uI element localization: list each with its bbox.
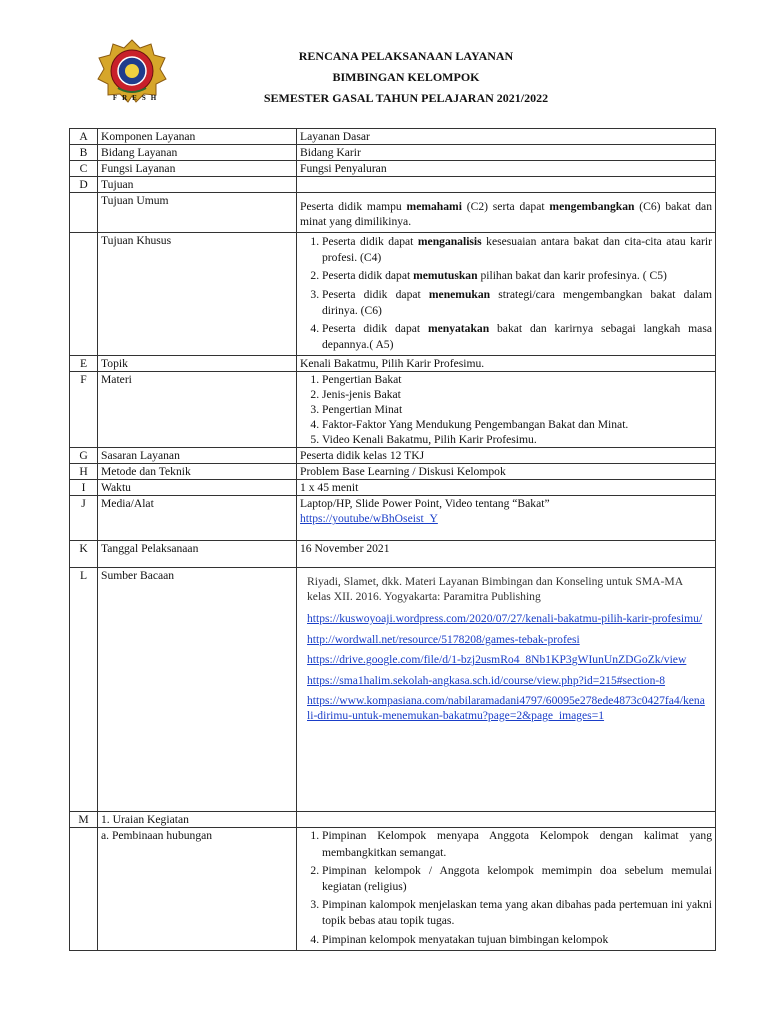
row-d	[70, 177, 716, 193]
row-tujuan-umum	[70, 193, 716, 233]
row-label: Waktu	[98, 480, 297, 496]
list-item: 2. Peserta didik dapat memutuskan pilihan bakat dan karir profesinya. ( C5)	[322, 268, 712, 284]
reference-link[interactable]: https://sma1halim.sekolah-angkasa.sch.id/course/view.php?id=215#section-8	[307, 673, 666, 687]
row-key: E	[70, 356, 98, 372]
reference-link[interactable]: https://kuswoyoaji.wordpress.com/2020/07/27/kenali-bakatmu-pilih-karir-profesimu/	[307, 612, 703, 626]
row-label: Media/Alat	[98, 496, 297, 541]
semester-line: SEMESTER GASAL TAHUN PELAJARAN 2021/2022	[263, 91, 549, 105]
list-item: 3. Peserta didik dapat menemukan strategi/cara mengembangkan bakat dalam dirinya. (C6)	[322, 287, 712, 319]
row-value: Peserta didik kelas 12 TKJ	[297, 448, 716, 464]
materi-list	[297, 372, 716, 448]
list-item: 4. Peserta didik dapat menyatakan bakat dan karirnya sebagai langkah masa depannya.( A5)	[322, 321, 712, 353]
row-key: H	[70, 464, 98, 480]
reference-link[interactable]: https://www.kompasiana.com/nabilaramadani4797/60095e278ede4873c0427fa4/kenali-dirimu-untuk-menemukan-bakatmu?page=2&page_images=1	[307, 694, 705, 722]
row-value: Layanan Dasar	[297, 129, 716, 145]
pembinaan-list	[297, 828, 716, 950]
video-link[interactable]: https://youtube/wBhOseist_Y	[300, 512, 438, 526]
row-tujuan-khusus	[70, 233, 716, 356]
row-label: Tujuan Khusus	[98, 233, 297, 356]
row-label: 1. Uraian Kegiatan	[98, 812, 297, 828]
list-item: 5. Video Kenali Bakatmu, Pilih Karir Profesimu.	[322, 432, 712, 447]
row-value: Bidang Karir	[297, 145, 716, 161]
row-value: Laptop/HP, Slide Power Point, Video tentang “Bakat” https://youtube/wBhOseist_Y	[297, 496, 716, 541]
tujuan-khusus-list	[297, 233, 716, 356]
row-value: Fungsi Penyaluran	[297, 161, 716, 177]
row-l	[70, 568, 716, 812]
row-label: Tanggal Pelaksanaan	[98, 541, 297, 568]
logo-caption: FRESH	[112, 94, 162, 102]
reference-link[interactable]: http://wordwall.net/resource/5178208/games-tebak-profesi	[307, 632, 580, 646]
list-item: 1. Peserta didik dapat menganalisis kesesuaian antara bakat dan cita-cita atau karir profesi. (C4)	[322, 234, 712, 266]
row-key: J	[70, 496, 98, 541]
row-a	[70, 129, 716, 145]
row-label: a. Pembinaan hubungan	[98, 828, 297, 950]
row-label: Materi	[98, 372, 297, 448]
list-item: 1. Pengertian Bakat	[322, 372, 712, 387]
row-key: C	[70, 161, 98, 177]
row-key: D	[70, 177, 98, 193]
row-pembinaan-hubungan	[70, 828, 716, 950]
tujuan-umum-text: Peserta didik mampu memahami (C2) serta dapat mengembangkan (C6) bakat dan minat yang dimilikinya.	[297, 193, 716, 233]
row-j	[70, 496, 716, 541]
row-label: Tujuan	[98, 177, 297, 193]
document-title: RENCANA PELAKSANAAN LAYANAN	[298, 49, 514, 63]
list-item: 2. Jenis-jenis Bakat	[322, 387, 712, 402]
row-key: K	[70, 541, 98, 568]
row-key: M	[70, 812, 98, 828]
row-b	[70, 145, 716, 161]
row-value: Problem Base Learning / Diskusi Kelompok	[297, 464, 716, 480]
row-key: I	[70, 480, 98, 496]
row-label: Sasaran Layanan	[98, 448, 297, 464]
row-label: Metode dan Teknik	[98, 464, 297, 480]
row-key: F	[70, 372, 98, 448]
row-label: Topik	[98, 356, 297, 372]
row-i	[70, 480, 716, 496]
list-item: 3. Pengertian Minat	[322, 402, 712, 417]
row-h	[70, 464, 716, 480]
list-item: 2. Pimpinan kelompok / Anggota kelompok memimpin doa sebelum memulai kegiatan (religius)	[322, 863, 712, 895]
row-label: Sumber Bacaan	[98, 568, 297, 812]
row-f	[70, 372, 716, 448]
sumber-bacaan	[297, 568, 716, 812]
list-item: 4. Faktor-Faktor Yang Mendukung Pengembangan Bakat dan Minat.	[322, 417, 712, 432]
row-key: G	[70, 448, 98, 464]
book-reference: Riyadi, Slamet, dkk. Materi Layanan Bimbingan dan Konseling untuk SMA-MA kelas XII. 2016. Yogyakarta: Paramitra Publishing	[307, 575, 683, 603]
row-g	[70, 448, 716, 464]
rpl-table	[69, 128, 716, 951]
reference-link[interactable]: https://drive.google.com/file/d/1-bzj2usmRo4_8Nb1KP3gWIunUnZDGoZk/view	[307, 653, 687, 667]
row-value: 1 x 45 menit	[297, 480, 716, 496]
row-e	[70, 356, 716, 372]
document-subtitle: BIMBINGAN KELOMPOK	[332, 70, 480, 84]
row-m	[70, 812, 716, 828]
row-key: L	[70, 568, 98, 812]
row-c	[70, 161, 716, 177]
row-label: Tujuan Umum	[98, 193, 297, 233]
row-key: B	[70, 145, 98, 161]
list-item: 1. Pimpinan Kelompok menyapa Anggota Kelompok dengan kalimat yang membangkitkan semangat.	[322, 828, 712, 860]
list-item: 4. Pimpinan kelompok menyatakan tujuan bimbingan kelompok	[322, 932, 712, 948]
row-label: Bidang Layanan	[98, 145, 297, 161]
row-label: Komponen Layanan	[98, 129, 297, 145]
row-label: Fungsi Layanan	[98, 161, 297, 177]
list-item: 3. Pimpinan kalompok menjelaskan tema yang akan dibahas pada pertemuan ini yakni topik bebas atau topik tugas.	[322, 897, 712, 929]
row-k	[70, 541, 716, 568]
row-value: Kenali Bakatmu, Pilih Karir Profesimu.	[297, 356, 716, 372]
row-key: A	[70, 129, 98, 145]
row-value: 16 November 2021	[297, 541, 716, 568]
